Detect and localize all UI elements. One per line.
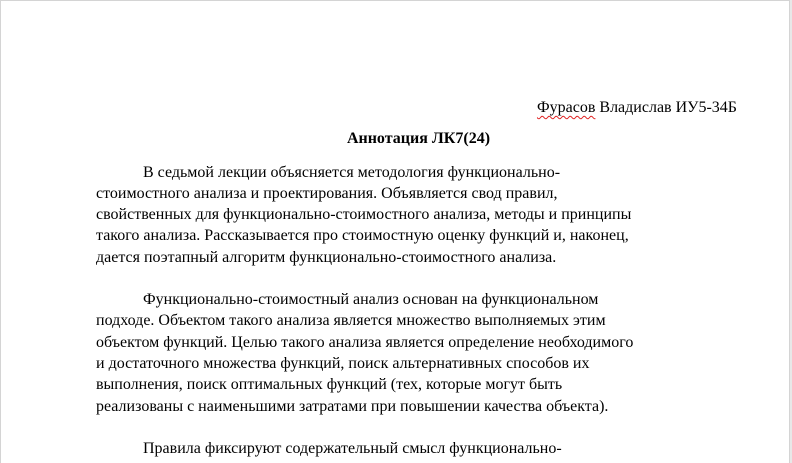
- paragraph-1: [96, 162, 741, 268]
- author-name-group: Владислав ИУ5-34Б: [595, 99, 737, 116]
- paragraph-line: дается поэтапный алгоритм функционально-стоимостного анализа.: [96, 248, 557, 266]
- paragraph-line: В седьмой лекции объясняется методология функционально-: [143, 163, 561, 181]
- paragraph-line: выполнения, поиск оптимальных функций (тех, которые могут быть: [96, 376, 563, 394]
- paragraph-line: стоимостного анализа и проектирования. Объявляется свод правил,: [96, 184, 558, 202]
- author-line: [96, 97, 741, 118]
- paragraph-line: свойственных для функционально-стоимостного анализа, методы и принципы: [96, 206, 632, 224]
- paragraph-line: объектом функций. Целью такого анализа является определение необходимого: [96, 333, 634, 351]
- paragraph-3: [96, 438, 741, 459]
- paragraph-line: Правила фиксируют содержательный смысл функционально-: [143, 439, 562, 457]
- paragraph-2: [96, 289, 741, 417]
- document-body[interactable]: [96, 97, 741, 463]
- paragraph-line: такого анализа. Рассказывается про стоимостную оценку функций и, наконец,: [96, 227, 629, 245]
- paragraph-line: Функционально-стоимостный анализ основан на функциональном: [143, 291, 599, 309]
- paragraph-line: подходе. Объектом такого анализа является множество выполняемых этим: [96, 312, 606, 330]
- paragraph-line: реализованы с наименьшими затратами при повышении качества объекта).: [96, 397, 609, 415]
- paragraph-line: и достаточного множества функций, поиск альтернативных способов их: [96, 354, 590, 372]
- author-surname: Фурасов: [536, 99, 596, 116]
- document-title: Аннотация ЛК7(24): [346, 130, 491, 148]
